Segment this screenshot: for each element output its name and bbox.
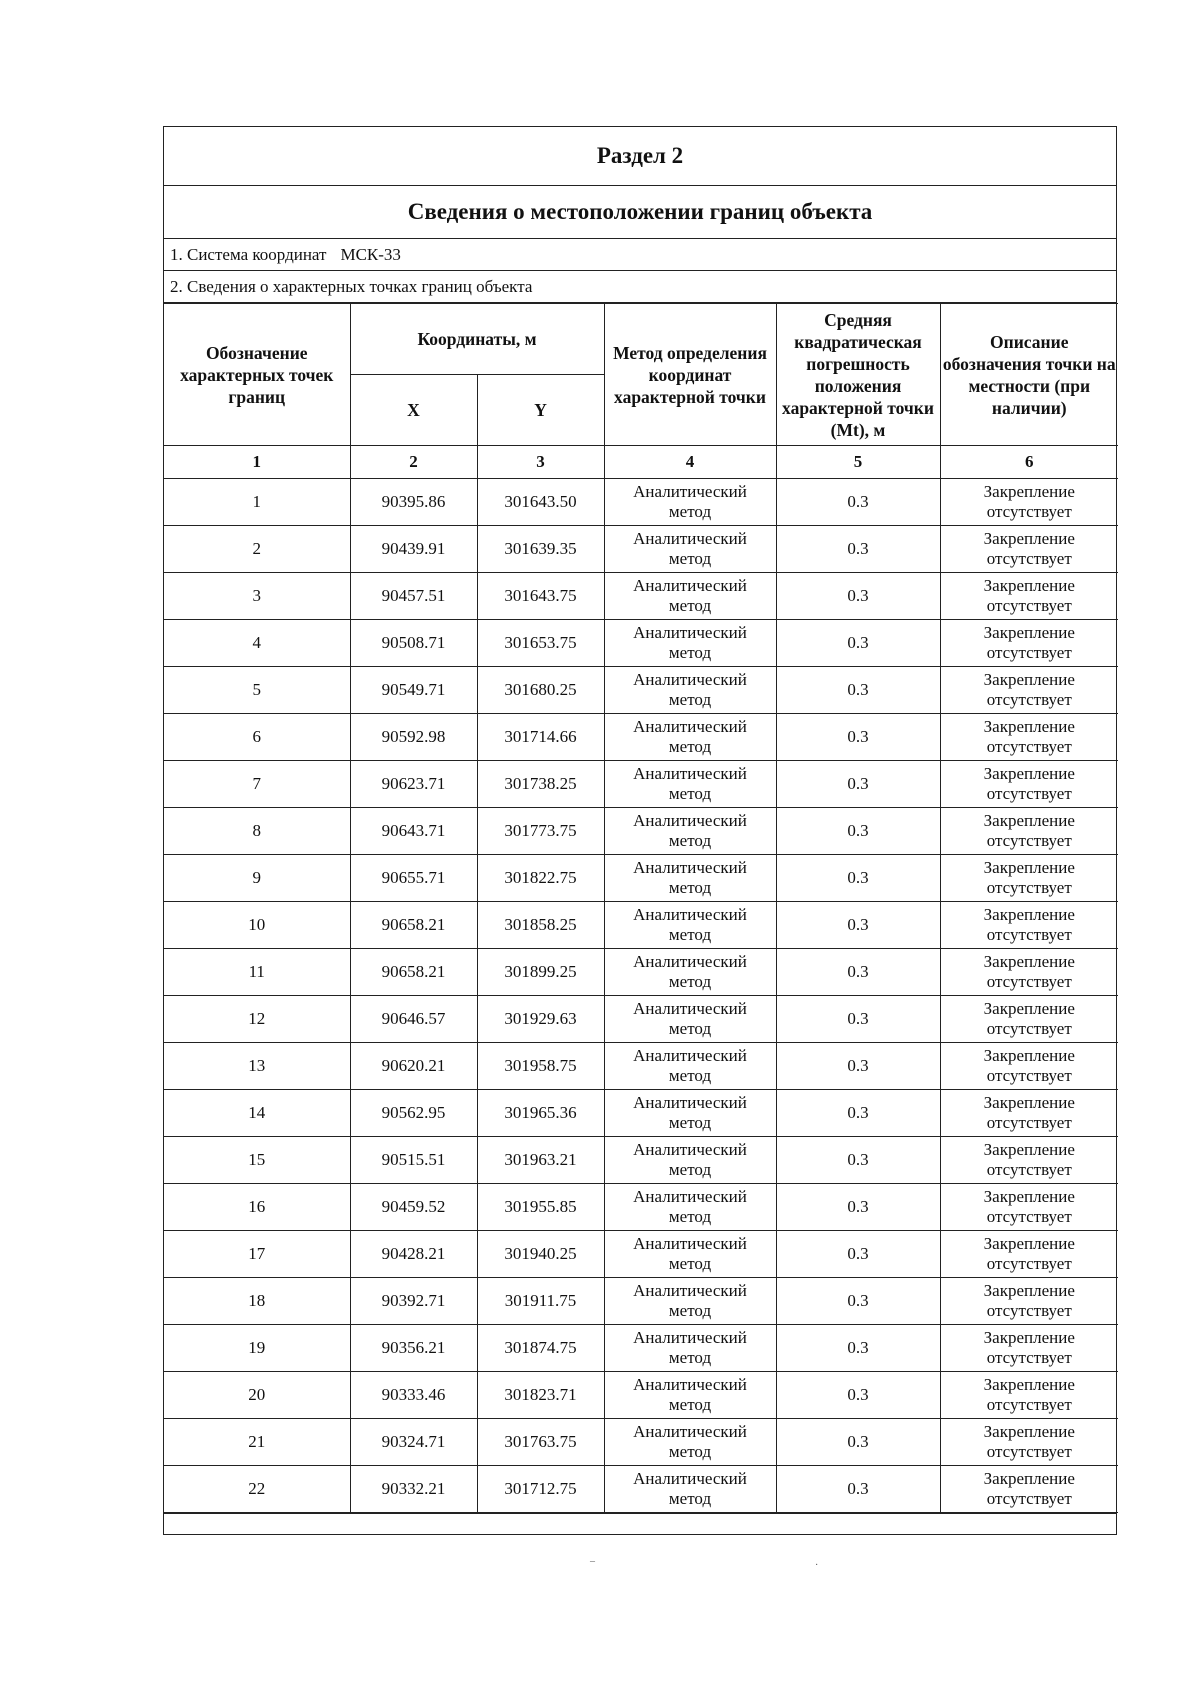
method-cell-line: Аналитический — [633, 811, 747, 830]
x-coordinate-cell: 90428.21 — [350, 1231, 477, 1278]
y-coordinate-cell: 301858.25 — [477, 902, 604, 949]
description-cell — [940, 1466, 1118, 1513]
description-cell — [940, 1090, 1118, 1137]
description-cell — [940, 479, 1118, 526]
accuracy-cell: 0.3 — [776, 1419, 940, 1466]
method-cell — [604, 1043, 776, 1090]
y-coordinate-cell: 301874.75 — [477, 1325, 604, 1372]
accuracy-cell: 0.3 — [776, 855, 940, 902]
method-cell-line: метод — [668, 1442, 712, 1461]
method-cell — [604, 1325, 776, 1372]
method-cell-line: Аналитический — [633, 1281, 747, 1300]
point-number-cell: 8 — [164, 808, 350, 855]
y-coordinate-cell: 301643.75 — [477, 573, 604, 620]
table-row — [164, 1231, 1118, 1278]
point-number-cell: 15 — [164, 1137, 350, 1184]
x-coordinate-cell: 90623.71 — [350, 761, 477, 808]
method-cell — [604, 526, 776, 573]
point-number-cell: 20 — [164, 1372, 350, 1419]
y-coordinate-cell: 301763.75 — [477, 1419, 604, 1466]
accuracy-cell: 0.3 — [776, 1090, 940, 1137]
coord-system-line — [164, 239, 1116, 271]
method-cell-line: метод — [668, 1348, 712, 1367]
description-cell-line: отсутствует — [986, 1160, 1072, 1179]
y-coordinate-cell: 301955.85 — [477, 1184, 604, 1231]
column-number: 3 — [477, 446, 604, 479]
method-cell-line: метод — [668, 1207, 712, 1226]
description-cell-line: Закрепление — [983, 1328, 1075, 1347]
method-cell-line: Аналитический — [633, 1328, 747, 1347]
method-cell-line: Аналитический — [633, 1187, 747, 1206]
description-cell-line: отсутствует — [986, 1442, 1072, 1461]
table-row — [164, 1278, 1118, 1325]
method-cell-line: Аналитический — [633, 529, 747, 548]
x-coordinate-cell: 90658.21 — [350, 902, 477, 949]
point-number-cell: 17 — [164, 1231, 350, 1278]
description-cell-line: отсутствует — [986, 549, 1072, 568]
method-cell-line: метод — [668, 784, 712, 803]
table-row — [164, 1184, 1118, 1231]
accuracy-cell: 0.3 — [776, 667, 940, 714]
method-cell-line: Аналитический — [633, 1234, 747, 1253]
point-number-cell: 22 — [164, 1466, 350, 1513]
column-number: 5 — [776, 446, 940, 479]
scan-speck: ‒ — [590, 1556, 595, 1567]
method-cell — [604, 996, 776, 1043]
x-coordinate-cell: 90324.71 — [350, 1419, 477, 1466]
x-coordinate-cell: 90658.21 — [350, 949, 477, 996]
description-cell-line: отсутствует — [986, 1395, 1072, 1414]
y-coordinate-cell: 301940.25 — [477, 1231, 604, 1278]
accuracy-cell: 0.3 — [776, 479, 940, 526]
y-coordinate-cell: 301714.66 — [477, 714, 604, 761]
x-coordinate-cell: 90356.21 — [350, 1325, 477, 1372]
description-cell-line: Закрепление — [983, 1422, 1075, 1441]
description-cell-line: Закрепление — [983, 529, 1075, 548]
points-table — [164, 303, 1118, 1513]
method-cell-line: метод — [668, 1254, 712, 1273]
method-cell — [604, 761, 776, 808]
method-cell-line: метод — [668, 1160, 712, 1179]
table-row — [164, 714, 1118, 761]
description-cell-line: Закрепление — [983, 952, 1075, 971]
x-coordinate-cell: 90643.71 — [350, 808, 477, 855]
method-cell-line: метод — [668, 1113, 712, 1132]
point-number-cell: 10 — [164, 902, 350, 949]
method-cell — [604, 1372, 776, 1419]
accuracy-cell: 0.3 — [776, 620, 940, 667]
method-cell — [604, 479, 776, 526]
table-row — [164, 479, 1118, 526]
points-caption: 2. Сведения о характерных точках границ объекта — [164, 271, 1116, 303]
table-row — [164, 855, 1118, 902]
method-cell-line: метод — [668, 1019, 712, 1038]
method-cell-line: метод — [668, 831, 712, 850]
column-numbers-row — [164, 446, 1118, 479]
description-cell-line: Закрепление — [983, 623, 1075, 642]
description-cell-line: Закрепление — [983, 1281, 1075, 1300]
accuracy-cell: 0.3 — [776, 1231, 940, 1278]
description-cell — [940, 808, 1118, 855]
method-cell — [604, 1137, 776, 1184]
x-coordinate-cell: 90592.98 — [350, 714, 477, 761]
description-cell — [940, 620, 1118, 667]
coord-system-value: МСК-33 — [340, 244, 401, 264]
description-cell — [940, 1137, 1118, 1184]
description-cell — [940, 526, 1118, 573]
table-row — [164, 949, 1118, 996]
method-cell — [604, 855, 776, 902]
description-cell-line: отсутствует — [986, 690, 1072, 709]
description-cell-line: Закрепление — [983, 858, 1075, 877]
x-coordinate-cell: 90655.71 — [350, 855, 477, 902]
accuracy-cell: 0.3 — [776, 573, 940, 620]
header-x: X — [350, 375, 477, 446]
document-frame — [163, 126, 1117, 1535]
method-cell-line: метод — [668, 502, 712, 521]
x-coordinate-cell: 90549.71 — [350, 667, 477, 714]
description-cell-line: Закрепление — [983, 717, 1075, 736]
accuracy-cell: 0.3 — [776, 526, 940, 573]
y-coordinate-cell: 301911.75 — [477, 1278, 604, 1325]
description-cell — [940, 1372, 1118, 1419]
x-coordinate-cell: 90457.51 — [350, 573, 477, 620]
description-cell-line: отсутствует — [986, 1019, 1072, 1038]
description-cell-line: Закрепление — [983, 1234, 1075, 1253]
method-cell-line: метод — [668, 549, 712, 568]
x-coordinate-cell: 90459.52 — [350, 1184, 477, 1231]
x-coordinate-cell: 90508.71 — [350, 620, 477, 667]
header-description: Описание обозначения точки на местности (при наличии) — [940, 304, 1118, 446]
description-cell-line: отсутствует — [986, 878, 1072, 897]
point-number-cell: 11 — [164, 949, 350, 996]
method-cell-line: метод — [668, 925, 712, 944]
x-coordinate-cell: 90392.71 — [350, 1278, 477, 1325]
description-cell-line: отсутствует — [986, 972, 1072, 991]
description-cell — [940, 1231, 1118, 1278]
x-coordinate-cell: 90395.86 — [350, 479, 477, 526]
table-row — [164, 1043, 1118, 1090]
description-cell-line: отсутствует — [986, 1207, 1072, 1226]
description-cell-line: Закрепление — [983, 811, 1075, 830]
column-number: 2 — [350, 446, 477, 479]
x-coordinate-cell: 90620.21 — [350, 1043, 477, 1090]
accuracy-cell: 0.3 — [776, 1278, 940, 1325]
point-number-cell: 7 — [164, 761, 350, 808]
method-cell-line: Аналитический — [633, 1140, 747, 1159]
method-cell — [604, 949, 776, 996]
method-cell-line: Аналитический — [633, 576, 747, 595]
description-cell — [940, 1184, 1118, 1231]
description-cell — [940, 1325, 1118, 1372]
description-cell — [940, 949, 1118, 996]
table-row — [164, 761, 1118, 808]
y-coordinate-cell: 301738.25 — [477, 761, 604, 808]
method-cell-line: метод — [668, 1489, 712, 1508]
description-cell-line: отсутствует — [986, 1489, 1072, 1508]
method-cell-line: метод — [668, 596, 712, 615]
method-cell-line: Аналитический — [633, 1046, 747, 1065]
description-cell — [940, 1278, 1118, 1325]
accuracy-cell: 0.3 — [776, 1325, 940, 1372]
description-cell-line: отсутствует — [986, 502, 1072, 521]
description-cell-line: Закрепление — [983, 670, 1075, 689]
accuracy-cell: 0.3 — [776, 1372, 940, 1419]
description-cell — [940, 1043, 1118, 1090]
method-cell — [604, 902, 776, 949]
method-cell-line: метод — [668, 737, 712, 756]
scan-speck: · — [815, 1560, 819, 1571]
header-accuracy: Средняя квадратическая погрешность положения характерной точки (Mt), м — [776, 304, 940, 446]
point-number-cell: 16 — [164, 1184, 350, 1231]
table-row — [164, 573, 1118, 620]
method-cell — [604, 808, 776, 855]
y-coordinate-cell: 301899.25 — [477, 949, 604, 996]
accuracy-cell: 0.3 — [776, 902, 940, 949]
method-cell-line: метод — [668, 690, 712, 709]
method-cell-line: Аналитический — [633, 482, 747, 501]
y-coordinate-cell: 301639.35 — [477, 526, 604, 573]
method-cell — [604, 1278, 776, 1325]
x-coordinate-cell: 90646.57 — [350, 996, 477, 1043]
accuracy-cell: 0.3 — [776, 1466, 940, 1513]
method-cell — [604, 714, 776, 761]
table-row — [164, 1372, 1118, 1419]
method-cell — [604, 1184, 776, 1231]
description-cell-line: отсутствует — [986, 643, 1072, 662]
method-cell — [604, 1466, 776, 1513]
description-cell — [940, 996, 1118, 1043]
description-cell — [940, 902, 1118, 949]
point-number-cell: 4 — [164, 620, 350, 667]
point-number-cell: 5 — [164, 667, 350, 714]
point-number-cell: 14 — [164, 1090, 350, 1137]
description-cell-line: отсутствует — [986, 737, 1072, 756]
accuracy-cell: 0.3 — [776, 996, 940, 1043]
method-cell-line: метод — [668, 972, 712, 991]
description-cell-line: Закрепление — [983, 482, 1075, 501]
header-y: Y — [477, 375, 604, 446]
description-cell — [940, 573, 1118, 620]
table-row — [164, 808, 1118, 855]
coord-system-label: 1. Система координат — [170, 244, 327, 264]
point-number-cell: 19 — [164, 1325, 350, 1372]
method-cell-line: Аналитический — [633, 1375, 747, 1394]
method-cell — [604, 1231, 776, 1278]
y-coordinate-cell: 301965.36 — [477, 1090, 604, 1137]
description-cell-line: отсутствует — [986, 1113, 1072, 1132]
method-cell-line: Аналитический — [633, 717, 747, 736]
point-number-cell: 13 — [164, 1043, 350, 1090]
accuracy-cell: 0.3 — [776, 949, 940, 996]
method-cell-line: Аналитический — [633, 670, 747, 689]
description-cell-line: Закрепление — [983, 999, 1075, 1018]
table-row — [164, 1419, 1118, 1466]
description-cell-line: Закрепление — [983, 1140, 1075, 1159]
y-coordinate-cell: 301653.75 — [477, 620, 604, 667]
column-number: 4 — [604, 446, 776, 479]
table-row — [164, 620, 1118, 667]
method-cell-line: Аналитический — [633, 952, 747, 971]
accuracy-cell: 0.3 — [776, 808, 940, 855]
section-title: Раздел 2 — [164, 127, 1116, 186]
method-cell-line: метод — [668, 1301, 712, 1320]
method-cell — [604, 573, 776, 620]
y-coordinate-cell: 301680.25 — [477, 667, 604, 714]
description-cell — [940, 1419, 1118, 1466]
description-cell-line: отсутствует — [986, 925, 1072, 944]
description-cell — [940, 761, 1118, 808]
y-coordinate-cell: 301822.75 — [477, 855, 604, 902]
x-coordinate-cell: 90332.21 — [350, 1466, 477, 1513]
header-point-designation: Обозначение характерных точек границ — [164, 304, 350, 446]
method-cell-line: метод — [668, 643, 712, 662]
description-cell-line: Закрепление — [983, 1469, 1075, 1488]
point-number-cell: 9 — [164, 855, 350, 902]
y-coordinate-cell: 301963.21 — [477, 1137, 604, 1184]
method-cell-line: Аналитический — [633, 1093, 747, 1112]
y-coordinate-cell: 301823.71 — [477, 1372, 604, 1419]
table-row — [164, 996, 1118, 1043]
point-number-cell: 6 — [164, 714, 350, 761]
column-number: 1 — [164, 446, 350, 479]
description-cell-line: Закрепление — [983, 1187, 1075, 1206]
point-number-cell: 2 — [164, 526, 350, 573]
description-cell-line: отсутствует — [986, 596, 1072, 615]
description-cell-line: Закрепление — [983, 1046, 1075, 1065]
y-coordinate-cell: 301643.50 — [477, 479, 604, 526]
x-coordinate-cell: 90515.51 — [350, 1137, 477, 1184]
point-number-cell: 3 — [164, 573, 350, 620]
table-row — [164, 1325, 1118, 1372]
y-coordinate-cell: 301712.75 — [477, 1466, 604, 1513]
header-method: Метод определения координат характерной точки — [604, 304, 776, 446]
description-cell — [940, 714, 1118, 761]
header-coordinates: Координаты, м — [350, 304, 604, 375]
x-coordinate-cell: 90562.95 — [350, 1090, 477, 1137]
table-row — [164, 1466, 1118, 1513]
accuracy-cell: 0.3 — [776, 714, 940, 761]
method-cell — [604, 1419, 776, 1466]
method-cell-line: Аналитический — [633, 1469, 747, 1488]
method-cell-line: Аналитический — [633, 1422, 747, 1441]
method-cell-line: метод — [668, 1066, 712, 1085]
method-cell — [604, 667, 776, 714]
accuracy-cell: 0.3 — [776, 1184, 940, 1231]
description-cell — [940, 855, 1118, 902]
method-cell — [604, 1090, 776, 1137]
accuracy-cell: 0.3 — [776, 1043, 940, 1090]
table-row — [164, 902, 1118, 949]
method-cell-line: метод — [668, 878, 712, 897]
description-cell-line: отсутствует — [986, 784, 1072, 803]
table-row — [164, 1090, 1118, 1137]
description-cell-line: Закрепление — [983, 1375, 1075, 1394]
accuracy-cell: 0.3 — [776, 761, 940, 808]
description-cell-line: отсутствует — [986, 831, 1072, 850]
point-number-cell: 18 — [164, 1278, 350, 1325]
y-coordinate-cell: 301929.63 — [477, 996, 604, 1043]
description-cell — [940, 667, 1118, 714]
y-coordinate-cell: 301773.75 — [477, 808, 604, 855]
accuracy-cell: 0.3 — [776, 1137, 940, 1184]
description-cell-line: отсутствует — [986, 1254, 1072, 1273]
method-cell-line: Аналитический — [633, 999, 747, 1018]
description-cell-line: Закрепление — [983, 576, 1075, 595]
description-cell-line: Закрепление — [983, 764, 1075, 783]
method-cell-line: Аналитический — [633, 858, 747, 877]
description-cell-line: отсутствует — [986, 1348, 1072, 1367]
table-tail — [164, 1513, 1116, 1534]
method-cell-line: метод — [668, 1395, 712, 1414]
x-coordinate-cell: 90333.46 — [350, 1372, 477, 1419]
column-number: 6 — [940, 446, 1118, 479]
method-cell-line: Аналитический — [633, 905, 747, 924]
document-subtitle: Сведения о местоположении границ объекта — [164, 186, 1116, 239]
method-cell — [604, 620, 776, 667]
table-row — [164, 667, 1118, 714]
table-row — [164, 1137, 1118, 1184]
table-row — [164, 526, 1118, 573]
x-coordinate-cell: 90439.91 — [350, 526, 477, 573]
description-cell-line: Закрепление — [983, 1093, 1075, 1112]
description-cell-line: отсутствует — [986, 1301, 1072, 1320]
points-table-body — [164, 479, 1118, 1513]
description-cell-line: Закрепление — [983, 905, 1075, 924]
point-number-cell: 12 — [164, 996, 350, 1043]
y-coordinate-cell: 301958.75 — [477, 1043, 604, 1090]
method-cell-line: Аналитический — [633, 623, 747, 642]
method-cell-line: Аналитический — [633, 764, 747, 783]
point-number-cell: 1 — [164, 479, 350, 526]
description-cell-line: отсутствует — [986, 1066, 1072, 1085]
point-number-cell: 21 — [164, 1419, 350, 1466]
